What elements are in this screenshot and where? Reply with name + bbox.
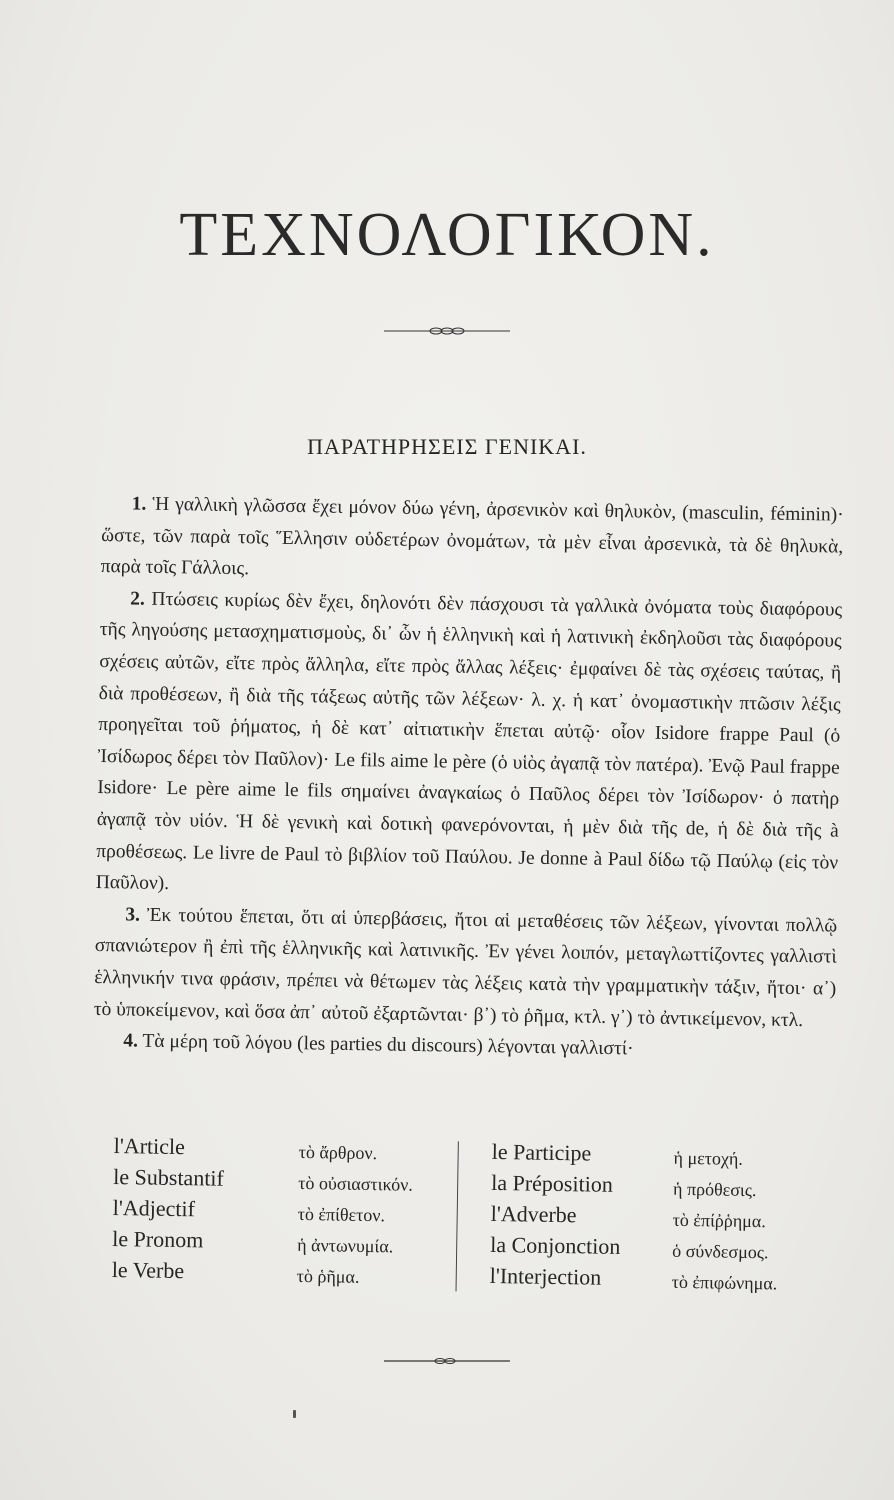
term-gr: τὸ ῥῆμα. bbox=[296, 1265, 360, 1287]
term-gr: ὁ σύνδεσμος. bbox=[672, 1240, 769, 1263]
paragraph-number: 1. bbox=[131, 493, 147, 515]
paragraph-text: Ἐκ τούτου ἕπεται, ὅτι αἱ ὑπερβάσεις, ἤτοι αἱ μεταθέσεις τῶν λέξεων, γίνονται πολλῷ σπανιώτερον ἢ ἐπὶ τῆς ἑλληνικῆς καὶ λατινικῆς. Ἐν γένει λοιπόν, μεταγλωττίζοντες γαλλιστὶ ἑλληνικήν τινα φράσιν, πρέπει νὰ θέτωμεν τὰς λέξεις κατὰ τὴν γραμματικὴν τάξιν, ἤτοι· α᾽) τὸ ὑποκείμενον, καὶ ὅσα ἀπ᾽ αὐτοῦ ἐξαρτῶνται· β᾽) τὸ ῥῆμα, κτλ. γ᾽) τὸ ἀντικείμενον, κτλ. bbox=[93, 904, 838, 1031]
left-greek-column bbox=[296, 1137, 413, 1294]
end-ornament bbox=[0, 1352, 894, 1371]
term-fr: la Préposition bbox=[491, 1169, 614, 1197]
ornament-rule-icon bbox=[382, 325, 512, 337]
parts-of-speech-table bbox=[111, 1130, 824, 1311]
term-gr: ἡ μετοχή. bbox=[673, 1147, 744, 1169]
section-heading: ΠΑΡΑΤΗΡΗΣΕΙΣ ΓΕΝΙΚΑΙ. bbox=[307, 434, 587, 459]
column-divider bbox=[456, 1141, 459, 1291]
paragraph-2 bbox=[96, 583, 843, 911]
term-gr: τὸ ἐπίῤῥημα. bbox=[672, 1209, 766, 1232]
paragraph-text: Ἡ γαλλικὴ γλῶσσα ἔχει μόνον δύω γένη, ἀρσενικὸν καὶ θηλυκὸν, (masculin, féminin)· ὥστε, τῶν παρὰ τοῖς Ἕλλησιν οὐδετέρων ὀνομάτων, τὰ μὲν εἶναι ἀρσενικὰ, τὰ δὲ θηλυκὰ, παρὰ τοῖς Γάλλοις. bbox=[100, 493, 844, 580]
left-french-column bbox=[112, 1130, 225, 1287]
term-gr: τὸ οὐσιαστικόν. bbox=[298, 1172, 414, 1195]
paragraph-3 bbox=[94, 899, 838, 1037]
title-ornament bbox=[0, 322, 894, 341]
term-fr: le Pronom bbox=[112, 1225, 204, 1253]
term-gr: τὸ ἄρθρον. bbox=[298, 1141, 378, 1164]
right-greek-column bbox=[671, 1143, 779, 1300]
term-fr: l'Interjection bbox=[489, 1262, 602, 1290]
term-fr: l'Adverbe bbox=[490, 1200, 577, 1228]
term-fr: le Verbe bbox=[111, 1256, 185, 1284]
term-gr: ἡ ἀντωνυμία. bbox=[297, 1234, 394, 1257]
paragraph-text: Τὰ μέρη τοῦ λόγου (les parties du discours) λέγονται γαλλιστί· bbox=[142, 1030, 634, 1060]
ornament-rule-icon bbox=[382, 1355, 512, 1367]
term-gr: τὸ ἐπιφώνημα. bbox=[671, 1271, 778, 1294]
term-fr: le Participe bbox=[491, 1138, 592, 1166]
term-gr: ἡ πρόθεσις. bbox=[672, 1178, 757, 1201]
term-fr: la Conjonction bbox=[490, 1231, 621, 1259]
paragraph-number: 3. bbox=[125, 904, 141, 926]
page-title: ΤΕΧΝΟΛΟΓΙΚΟΝ. bbox=[179, 201, 715, 269]
paragraph-number: 4. bbox=[123, 1030, 139, 1052]
body-text bbox=[93, 488, 844, 1068]
paragraph-text: Πτώσεις κυρίως δὲν ἔχει, δηλονότι δὲν πάσχουσι τὰ γαλλικὰ ὀνόματα τοὺς διαφόρους τῆς ληγούσης μετασχηματισμοὺς, δι᾽ ὧν ἡ ἑλληνικὴ καὶ ἡ λατινικὴ ἐκδηλοῦσι τὰς διαφόρους σχέσεις αὐτῶν, εἴτε πρὸς ἄλληλα, εἴτε πρὸς ἄλλας λέξεις· ἐμφαίνει δὲ τὰς σχέσεις ταύτας, ἢ διὰ προθέσεων, ἢ διὰ τῆς τάξεως αὐτῆς τῶν λέξεων· λ. χ. ἡ κατ᾽ ὀνομαστικὴν πτῶσιν λέξις προηγεῖται τοῦ ῥήματος, ἡ δὲ κατ᾽ αἰτιατικὴν ἕπεται αὐτῷ· οἷον Isidore frappe Paul (ὁ Ἰσίδωρος δέρει τὸν Παῦλον)· Le fils aime le père (ὁ υἱὸς ἀγαπᾷ τὸν πατέρα). Ἐνῷ Paul frappe Isidore· Le père aime le fils σημαίνει ἀναγκαίως ὁ Παῦλος δέρει τὸν Ἰσίδωρον· ὁ πατὴρ ἀγαπᾷ τὸν υἱόν. Ἡ δὲ γενικὴ καὶ δοτικὴ φανερόνονται, ἡ μὲν διὰ τῆς de, ἡ δὲ διὰ τῆς à προθέσεως. Le livre de Paul τὸ βιβλίον τοῦ Παύλου. Je donne à Paul δίδω τῷ Παύλῳ (εἰς τὸν Παῦλον). bbox=[95, 588, 843, 895]
term-gr: τὸ ἐπίθετον. bbox=[297, 1203, 386, 1226]
right-french-column bbox=[490, 1136, 623, 1293]
term-fr: le Substantif bbox=[113, 1163, 225, 1191]
paragraph-number: 2. bbox=[130, 588, 146, 610]
term-fr: l'Article bbox=[113, 1132, 186, 1160]
paragraph-1 bbox=[101, 488, 844, 594]
term-fr: l'Adjectif bbox=[112, 1194, 196, 1222]
ink-mark bbox=[293, 1410, 296, 1418]
